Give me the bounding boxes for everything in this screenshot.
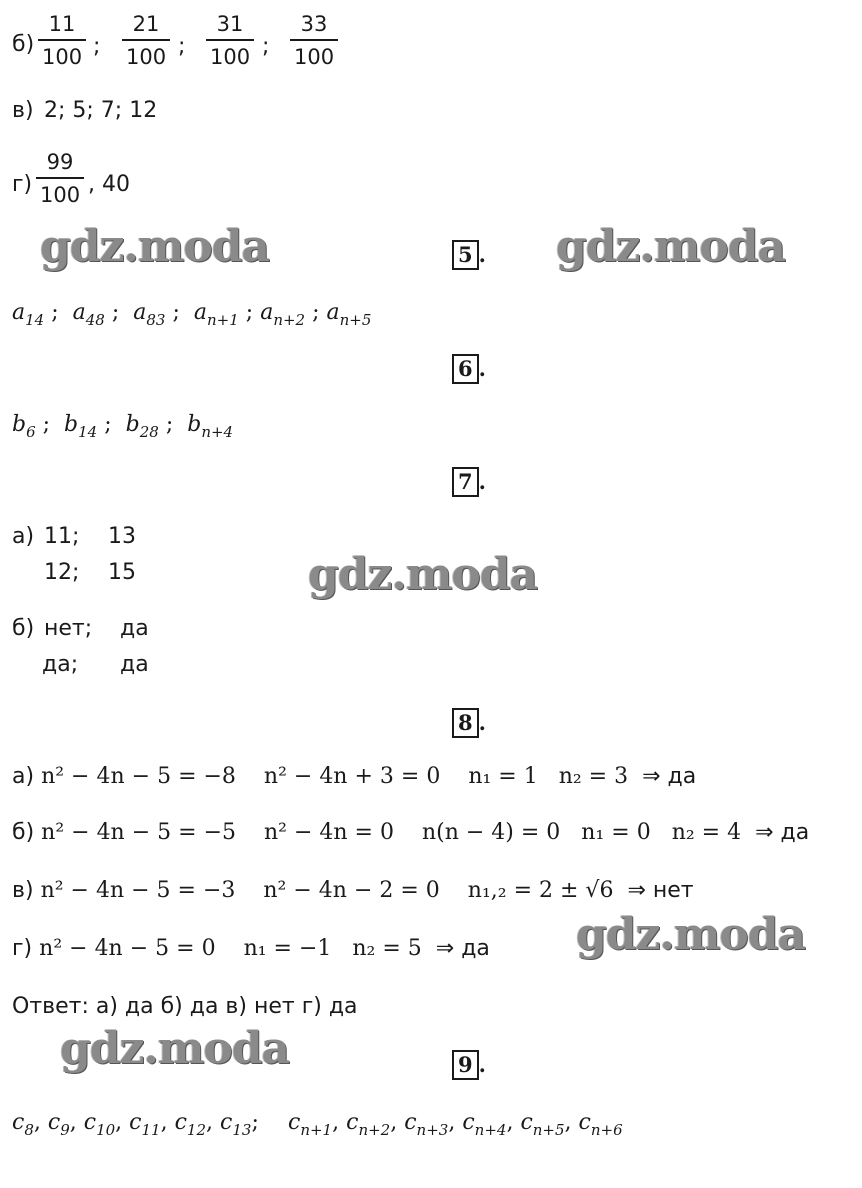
separator: , — [390, 1110, 405, 1135]
equation-row-v — [12, 878, 694, 904]
term: c — [47, 1110, 61, 1135]
term: a — [133, 300, 147, 325]
task5-answer: $a_{14}$ ; $a_{48}$ ; $a_{83}$ ; $a_{n+1}$ ; $a_{n+2}$ ; $a_{n+5}$ — [12, 300, 372, 329]
separator: , — [448, 1110, 463, 1135]
equation-row-a — [12, 764, 696, 790]
term: c — [404, 1110, 417, 1135]
equation: n² − 4n − 5 = 0 — [39, 936, 216, 961]
subscript: 83 — [146, 311, 166, 329]
term: a — [326, 300, 340, 325]
separator: , — [33, 1110, 48, 1135]
equation: n² − 4n − 5 = −8 — [41, 764, 236, 789]
root: n₁ = 0 — [581, 820, 651, 845]
watermark: gdz.moda — [40, 221, 270, 272]
subscript: 10 — [96, 1121, 116, 1139]
term: a — [260, 300, 274, 325]
task-number: 7 — [452, 467, 479, 497]
subscript: 14 — [25, 311, 45, 329]
label-v: в) — [12, 98, 34, 123]
fraction-denominator: 100 — [40, 183, 81, 207]
result: ⇒ да — [435, 936, 490, 961]
subscript: 8 — [24, 1121, 34, 1139]
fraction-denominator: 100 — [42, 45, 83, 69]
equation: n² − 4n − 5 = −5 — [41, 820, 236, 845]
root: n₂ = 3 — [558, 764, 629, 789]
subscript: 13 — [232, 1121, 252, 1139]
task-number-6: 6 . — [452, 354, 486, 384]
task6-answer: $b_6$ ; $b_{14}$ ; $b_{28}$ ; $b_{n+4}$ — [12, 412, 234, 441]
result: ⇒ да — [642, 764, 697, 789]
subscript: 9 — [60, 1121, 70, 1139]
cell: 12; — [44, 560, 80, 585]
result: ⇒ нет — [627, 878, 694, 903]
separator: ; — [262, 34, 270, 59]
cell: да — [120, 616, 149, 641]
fraction-numerator: 11 — [48, 12, 76, 36]
fraction-numerator: 21 — [132, 12, 160, 36]
result: ⇒ да — [755, 820, 810, 845]
fraction-denominator: 100 — [126, 45, 167, 69]
cell: 13 — [108, 524, 136, 549]
separator: , — [206, 1110, 221, 1135]
subscript: 28 — [139, 423, 159, 441]
term: a — [193, 300, 207, 325]
root: n₁ = −1 — [243, 936, 332, 961]
term: c — [288, 1110, 301, 1135]
separator: , — [564, 1110, 579, 1135]
root: n₁,₂ = 2 ± √6 — [467, 878, 614, 903]
fraction-denominator: 100 — [210, 45, 251, 69]
equation-row-b — [12, 820, 809, 846]
row-label: а) — [12, 764, 35, 789]
watermark: gdz.moda — [556, 221, 786, 272]
fraction-bar — [38, 39, 86, 41]
term: c — [83, 1110, 97, 1135]
subscript: n+6 — [590, 1121, 623, 1139]
separator: ; — [178, 34, 186, 59]
term: c — [174, 1110, 187, 1135]
term: c — [578, 1110, 591, 1135]
root: n₂ = 5 — [352, 936, 422, 961]
equation: n² − 4n − 2 = 0 — [263, 878, 440, 903]
fraction-2 — [122, 10, 170, 71]
subscript: 11 — [141, 1121, 161, 1139]
term: a — [72, 300, 86, 325]
equation: n² − 4n − 5 = −3 — [40, 878, 236, 903]
subscript: n+5 — [532, 1121, 565, 1139]
task-number-8: 8 . — [452, 708, 486, 738]
watermark: gdz.moda — [308, 549, 538, 600]
subscript: n+3 — [416, 1121, 449, 1139]
sequence-v: 2; 5; 7; 12 — [44, 98, 158, 123]
task-number: 9 — [452, 1050, 479, 1080]
subscript: n+1 — [207, 311, 239, 329]
task-number: 8 — [452, 708, 479, 738]
separator: , — [506, 1110, 521, 1135]
cell: 15 — [108, 560, 136, 585]
fraction-denominator: 100 — [294, 45, 335, 69]
task-number-9: 9 . — [452, 1050, 486, 1080]
fraction-numerator: 33 — [300, 12, 328, 36]
value-40: , 40 — [88, 172, 130, 197]
label-a: а) — [12, 524, 35, 549]
term: c — [220, 1110, 233, 1135]
fraction-numerator: 99 — [46, 150, 74, 174]
term: c — [12, 1110, 25, 1135]
fraction-numerator: 31 — [216, 12, 244, 36]
label-b: б) — [12, 616, 35, 641]
cell: да — [120, 652, 149, 677]
subscript: n+4 — [474, 1121, 507, 1139]
subscript: n+2 — [358, 1121, 391, 1139]
root: n₁ = 1 — [468, 764, 538, 789]
task-number-5: 5 . — [452, 240, 486, 270]
subscript: 12 — [186, 1121, 207, 1139]
fraction-bar — [290, 39, 338, 41]
term: c — [129, 1110, 142, 1135]
task9-right-list — [288, 1110, 623, 1139]
row-label: б) — [12, 820, 35, 845]
term: a — [12, 300, 26, 325]
row-label: г) — [12, 936, 33, 961]
separator: , — [115, 1110, 130, 1135]
watermark: gdz.moda — [60, 1023, 290, 1074]
term: c — [462, 1110, 475, 1135]
equation: n(n − 4) = 0 — [421, 820, 561, 845]
fraction-bar — [36, 177, 84, 179]
fraction-g — [36, 148, 84, 209]
subscript: n+5 — [339, 311, 372, 329]
equation: n² − 4n + 3 = 0 — [263, 764, 441, 789]
equation-row-g — [12, 936, 490, 962]
root: n₂ = 4 — [671, 820, 742, 845]
separator: ; — [93, 34, 101, 59]
cell: нет; — [44, 616, 93, 641]
subscript: 14 — [78, 423, 98, 441]
separator: , — [69, 1110, 84, 1135]
subscript: n+4 — [201, 423, 234, 441]
separator: , — [332, 1110, 347, 1135]
task-number: 6 — [452, 354, 479, 384]
subscript: 48 — [85, 311, 105, 329]
answer-line: Ответ: а) да б) да в) нет г) да — [12, 994, 358, 1019]
row-label: в) — [12, 878, 34, 903]
cell: да; — [42, 652, 79, 677]
fraction-bar — [122, 39, 170, 41]
term: b — [12, 412, 27, 437]
term: b — [64, 412, 79, 437]
label-g: г) — [12, 172, 33, 197]
fraction-bar — [206, 39, 254, 41]
separator: ; — [251, 1110, 259, 1135]
separator: , — [160, 1110, 175, 1135]
term: c — [346, 1110, 359, 1135]
term: c — [520, 1110, 533, 1135]
term: b — [125, 412, 140, 437]
term: b — [187, 412, 202, 437]
task-number: 5 — [452, 240, 479, 270]
task9-left-list — [12, 1110, 259, 1139]
watermark: gdz.moda — [576, 909, 806, 960]
equation: n² − 4n = 0 — [263, 820, 394, 845]
subscript: n+2 — [273, 311, 306, 329]
fraction-3 — [206, 10, 254, 71]
fraction-1 — [38, 10, 86, 71]
subscript: 6 — [26, 423, 36, 441]
cell: 11; — [44, 524, 80, 549]
fraction-4 — [290, 10, 338, 71]
subscript: n+1 — [300, 1121, 333, 1139]
task-number-7: 7 . — [452, 467, 486, 497]
label-b: б) — [12, 32, 35, 57]
